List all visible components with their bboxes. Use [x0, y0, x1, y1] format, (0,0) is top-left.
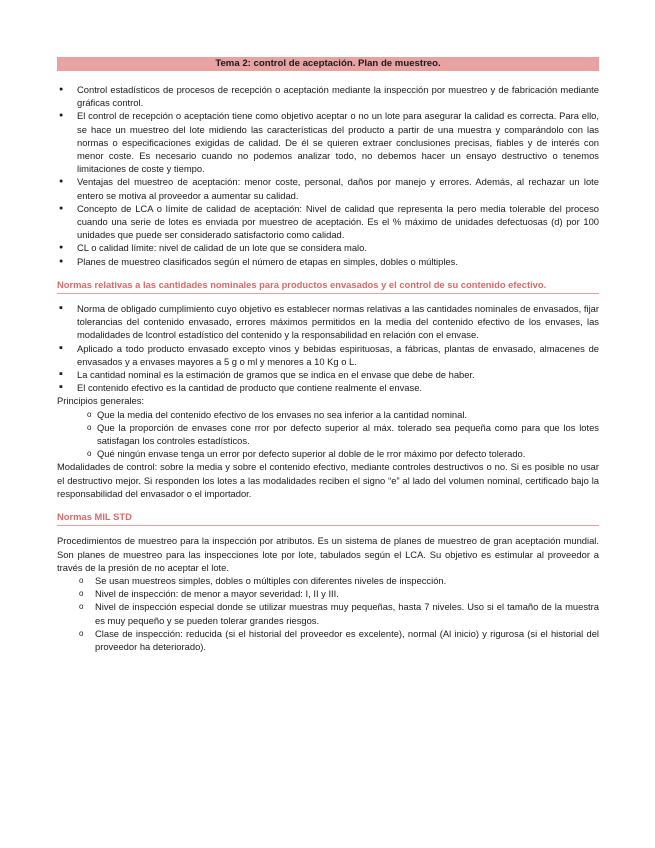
document-page: [57, 57, 599, 653]
list-item: o Qué ningún envase tenga un error por defecto superior al doble de le rror máximo por defecto tolerado.: [57, 447, 599, 460]
list-item: ▪ El contenido efectivo es la cantidad de producto que contiene realmente el envase.: [57, 381, 599, 394]
list-item: o Que la proporción de envases cone rror por defecto superior al máx. tolerado sea pequeña como para que los lotes satisfagan los controles estadísticos.: [57, 421, 599, 447]
list-item: ● El control de recepción o aceptación tiene como objetivo aceptar o no un lote para asegurar la calidad es correcta. Para ello, se hace un muestreo del lote midiendo las características del producto a partir de una muestra y comparándolo con las normas o especificaciones exigidas de calidad. De él se quieren extraer conclusiones precisas, fiables y de interés con menor coste. Es necesario cuando no podemos analizar todo, no debemos hacer un ensayo destructivo o tenemos limitaciones de coste y tiempo.: [57, 109, 599, 175]
list-item: ● Ventajas del muestreo de aceptación: menor coste, personal, daños por manejo y errores. Además, al rechazar un lote entero se motiva al proveedor a aumentar su calidad.: [57, 175, 599, 201]
intro-list: [57, 83, 599, 268]
list-item: o Que la media del contenido efectivo de los envases no sea inferior a la cantidad nominal.: [57, 408, 599, 421]
list-item: ● Planes de muestreo clasificados según el número de etapas en simples, dobles o múltiples.: [57, 255, 599, 268]
section-heading-mil-std: Normas MIL STD: [57, 510, 599, 526]
list-item: ● Concepto de LCA o límite de calidad de aceptación: Nivel de calidad que representa la pero media tolerable del proceso cuando una serie de lotes es enviada por muestreo de aceptación. Es el % máximo de unidades defectuosas (d) por 100 unidades que puede ser considerado satisfactorio como calidad.: [57, 202, 599, 242]
list-item: o Se usan muestreos simples, dobles o múltiples con diferentes niveles de inspección.: [57, 574, 599, 587]
list-item: ● Control estadísticos de procesos de recepción o aceptación mediante la inspección por muestreo y de fabricación mediante gráficas control.: [57, 83, 599, 109]
list-item: o Clase de inspección: reducida (si el historial del proveedor es excelente), normal (Al inicio) y rigurosa (si el historial del proveedor ha deteriorado).: [57, 627, 599, 653]
envasados-list: [57, 302, 599, 394]
principles-list: [57, 408, 599, 461]
list-item: o Nivel de inspección: de menor a mayor severidad: I, II y III.: [57, 587, 599, 600]
mil-std-list: [57, 574, 599, 653]
section-heading-normas-envasados: Normas relativas a las cantidades nominales para productos envasados y el control de su contenido efectivo.: [57, 278, 599, 294]
modalities-paragraph: Modalidades de control: sobre la media y sobre el contenido efectivo, mediante controles destructivos o no. Si es posible no usar el destructivo mejor. Si responden los lotes a las modalidades reciben el signo “e” al lado del volumen nominal, certificado bajo la responsabilidad del envasador o el importador.: [57, 461, 599, 499]
document-title: Tema 2: control de aceptación. Plan de muestreo.: [57, 57, 599, 71]
principles-label: Principios generales:: [57, 395, 145, 407]
list-item: ● CL o calidad límite: nivel de calidad de un lote que se considera malo.: [57, 241, 599, 254]
list-item: ▪ Norma de obligado cumplimiento cuyo objetivo es establecer normas relativas a las cantidades nominales de envasados, fijar tolerancias del contenido envasado, errores máximos permitidos en la media del contenido efectivo de los envases, las modalidades de lcontrol estadístico del contenido y la responsabilidad en relación con el envase.: [57, 302, 599, 342]
list-item: ▪ Aplicado a todo producto envasado excepto vinos y bebidas espirituosas, a fábricas, plantas de envasado, almacenes de envasados y a envases mayores a 5 g o ml y menores a 10 Kg o L.: [57, 342, 599, 368]
list-item: ▪ La cantidad nominal es la estimación de gramos que se indica en el envase que debe de haber.: [57, 368, 599, 381]
mil-std-paragraph: Procedimientos de muestreo para la inspección por atributos. Es un sistema de planes de muestreo de gran aceptación mundial. Son planes de muestreo para las inspecciones lote por lote, tabulados según el LCA. Su objetivo es estimular al proveedor a través de la presión de no aceptar el lote.: [57, 535, 599, 573]
list-item: o Nivel de inspección especial donde se utilizar muestras muy pequeñas, hasta 7 niveles. Uso si el tamaño de la muestra es muy pequeño y se pueden tolerar grandes riesgos.: [57, 600, 599, 626]
